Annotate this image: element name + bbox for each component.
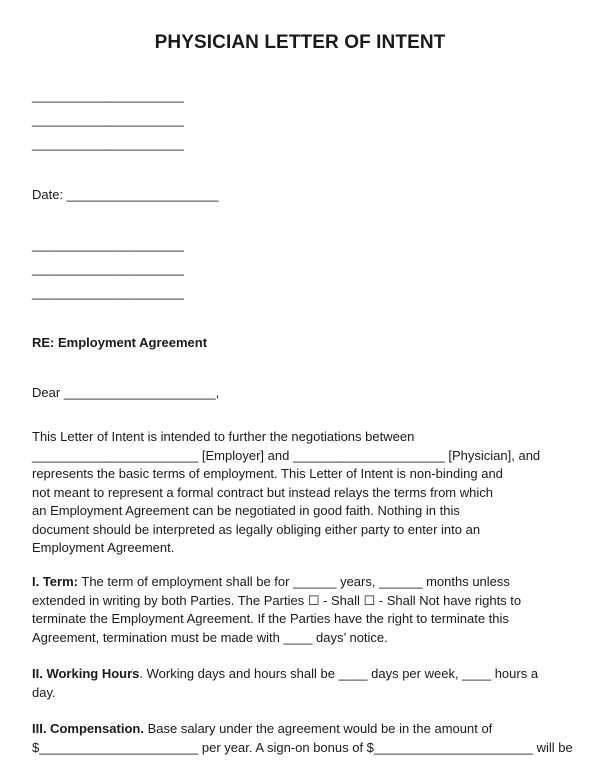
sender-line-2: _____________________ <box>32 112 184 127</box>
intro-line: _______________________ [Employer] and _____________________ [Physician], and <box>32 447 541 463</box>
compensation-heading: III. Compensation. <box>32 721 144 736</box>
term-line: extended in writing by both Parties. The Parties ☐ - Shall ☐ - Shall Not have rights to <box>32 592 522 608</box>
intro-line: an Employment Agreement can be negotiated in good faith. Nothing in this <box>32 503 460 518</box>
hours-line: day. <box>32 684 56 700</box>
compensation-line: Base salary under the agreement would be in the amount of <box>143 721 493 736</box>
salutation: Dear _____________________, <box>32 385 220 400</box>
term-line: Agreement, termination must be made with ____ days’ notice. <box>32 629 388 645</box>
sender-line-1: _____________________ <box>32 88 184 103</box>
intro-line: document should be interpreted as legally obliging either party to enter into an <box>32 521 481 537</box>
intro-line: Employment Agreement. <box>32 540 175 555</box>
intro-line: not meant to represent a formal contract but instead relays the terms from which <box>32 484 493 500</box>
document-title: PHYSICIAN LETTER OF INTENT <box>154 32 446 53</box>
recipient-line-1: _____________________ <box>32 237 184 252</box>
recipient-line-2: _____________________ <box>32 261 184 276</box>
compensation-section <box>32 720 572 757</box>
compensation-line: $______________________ per year. A sign-on bonus of $______________________ will be <box>32 739 573 755</box>
date-line: Date: _____________________ <box>32 187 219 202</box>
hours-line: . Working days and hours shall be ____ days per week, ____ hours a <box>139 666 539 681</box>
sender-line-3: _____________________ <box>32 136 184 151</box>
hours-section <box>32 665 572 702</box>
re-line: RE: Employment Agreement <box>32 335 208 350</box>
intro-line: represents the basic terms of employment. This Letter of Intent is non-binding and <box>32 466 503 481</box>
term-line: The term of employment shall be for ______ years, ______ months unless <box>78 574 510 589</box>
term-heading: I. Term: <box>32 574 78 589</box>
term-section <box>32 573 572 647</box>
intro-line: This Letter of Intent is intended to further the negotiations between <box>32 429 415 444</box>
intro-paragraph <box>32 428 572 558</box>
hours-heading: II. Working Hours <box>32 666 140 681</box>
term-line: terminate the Employment Agreement. If the Parties have the right to terminate this <box>32 611 509 626</box>
recipient-line-3: _____________________ <box>32 285 184 300</box>
